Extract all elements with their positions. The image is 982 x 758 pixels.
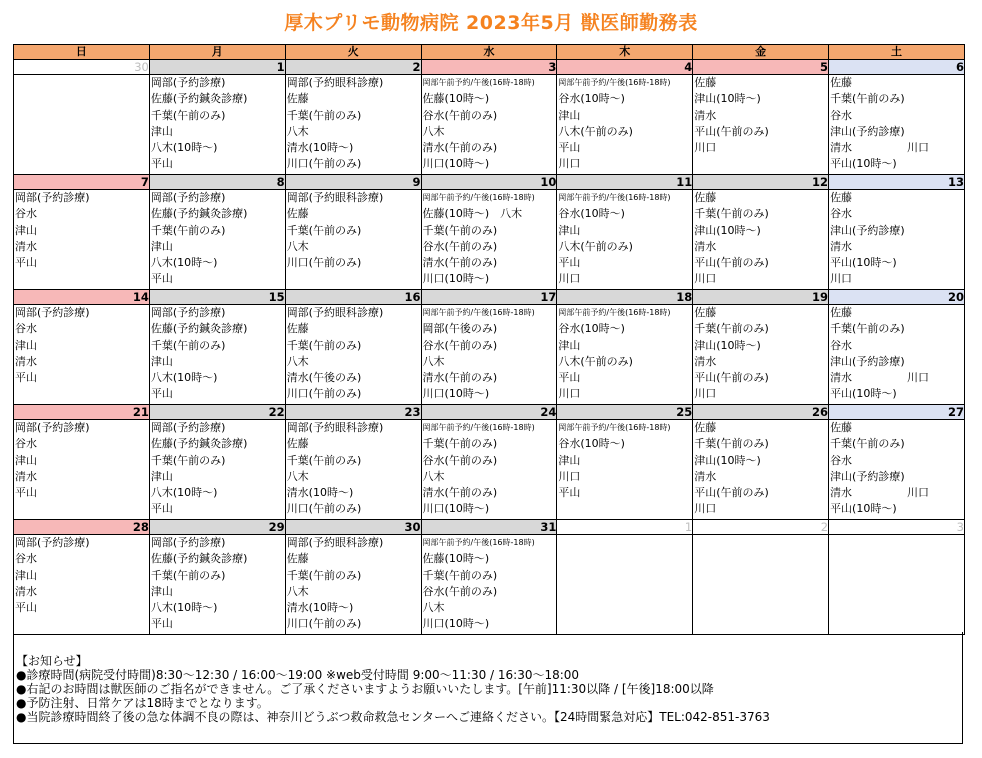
vet-shift-entry: 津山 xyxy=(558,108,581,122)
date-number: 12 xyxy=(693,175,829,190)
day-cell xyxy=(421,305,557,405)
date-number: 3 xyxy=(421,60,557,75)
date-number: 30 xyxy=(14,60,150,75)
day-cell xyxy=(421,75,557,175)
weekday-sun: 日 xyxy=(14,45,150,60)
vet-shift-entry: 川口(10時～) xyxy=(422,387,490,401)
vet-shift-entry: 岡部(予約診療) xyxy=(150,536,226,549)
day-cell xyxy=(421,190,557,290)
notice-heading: 【お知らせ】 xyxy=(16,654,88,668)
vet-shift-entry: 千葉(午前のみ) xyxy=(694,322,769,336)
schedule-calendar xyxy=(13,44,965,635)
vet-shift-entry: 川口(午前のみ) xyxy=(286,387,362,401)
vet-shift-entry: 津山 xyxy=(15,568,37,582)
vet-shift-entry: 岡部(予約診療) xyxy=(15,421,90,434)
weekday-header-row xyxy=(14,45,965,60)
vet-shift-entry: 岡部(予約眼科診療) xyxy=(286,191,384,204)
vet-shift-entry: 佐藤 xyxy=(286,207,309,221)
notice-line: ●右記のお時間は獣医師のご指名ができません。ご了承くださいますようお願いいたします。[午前]11:30以降 / [午後]18:00以降 xyxy=(16,682,714,696)
date-number: 25 xyxy=(557,405,693,420)
day-cell xyxy=(421,535,557,635)
day-cell xyxy=(149,190,285,290)
date-number: 5 xyxy=(693,60,829,75)
date-number-row xyxy=(14,60,965,75)
date-number: 29 xyxy=(149,520,285,535)
date-number: 23 xyxy=(285,405,421,420)
vet-shift-entry: 佐藤(予約鍼灸診療) xyxy=(150,322,248,336)
vet-shift-entry: 清水(午前のみ) xyxy=(422,256,498,270)
date-number: 7 xyxy=(14,175,150,190)
vet-shift-entry: 岡部(予約診療) xyxy=(15,536,90,549)
vet-shift-entry: 岡部午前予約/午後(16時-18時) xyxy=(422,308,535,317)
vet-shift-entry: 佐藤 xyxy=(830,76,853,89)
notice-line: ●診療時間(病院受付時間)8:30～12:30 / 16:00～19:00 ※web受付時間 9:00～11:30 / 16:30～18:00 xyxy=(16,668,580,682)
vet-shift-entry: 津山(予約診療) xyxy=(830,354,905,368)
vet-shift-entry: 平山 xyxy=(558,141,581,155)
day-cell xyxy=(285,535,421,635)
date-number: 20 xyxy=(829,290,965,305)
day-cell xyxy=(557,190,693,290)
vet-shift-entry: 津山 xyxy=(150,584,173,598)
day-cell xyxy=(557,75,693,175)
vet-shift-entry: 平山(午前のみ) xyxy=(694,486,769,500)
vet-shift-entry: 平山 xyxy=(558,371,581,385)
vet-shift-entry: 津山(10時～) xyxy=(694,338,761,352)
vet-shift-entry: 谷水 xyxy=(15,552,37,566)
vet-shift-entry: 平山(午前のみ) xyxy=(694,256,769,270)
vet-shift-entry: 谷水(午前のみ) xyxy=(422,338,498,352)
weekday-mon: 月 xyxy=(149,45,285,60)
date-number-row xyxy=(14,405,965,420)
vet-shift-entry: 谷水 xyxy=(830,108,853,122)
vet-shift-entry: 津山 xyxy=(150,354,173,368)
vet-shift-entry: 平山 xyxy=(558,486,581,500)
vet-shift-entry: 岡部(予約眼科診療) xyxy=(286,421,384,434)
vet-shift-entry: 岡部(予約診療) xyxy=(15,306,90,319)
date-number: 11 xyxy=(557,175,693,190)
date-number: 16 xyxy=(285,290,421,305)
vet-shift-entry: 岡部午前予約/午後(16時-18時) xyxy=(558,193,671,202)
schedule-row xyxy=(14,420,965,520)
vet-shift-entry: 川口 xyxy=(558,157,581,171)
vet-shift-entry: 千葉(午前のみ) xyxy=(150,223,226,237)
vet-shift-entry: 清水(10時～) xyxy=(286,141,354,155)
vet-shift-entry: 平山(午前のみ) xyxy=(694,371,769,385)
vet-shift-entry: 八木(10時～) xyxy=(150,486,218,500)
vet-shift-entry: 谷水(10時～) xyxy=(558,322,625,336)
schedule-row xyxy=(14,535,965,635)
vet-shift-entry: 津山(10時～) xyxy=(694,453,761,467)
vet-shift-entry: 平山(午前のみ) xyxy=(694,124,769,138)
day-cell xyxy=(557,535,693,635)
vet-shift-entry: 平山 xyxy=(150,387,173,401)
vet-shift-entry: 岡部(予約眼科診療) xyxy=(286,306,384,319)
day-cell xyxy=(693,190,829,290)
vet-shift-entry: 千葉(午前のみ) xyxy=(286,108,362,122)
vet-shift-entry: 八木(10時～) xyxy=(150,371,218,385)
vet-shift-entry: 岡部(予約眼科診療) xyxy=(286,536,384,549)
vet-shift-entry: 八木(午前のみ) xyxy=(558,124,633,138)
vet-shift-entry: 平山(10時～) xyxy=(830,387,897,401)
day-cell xyxy=(557,420,693,520)
vet-shift-entry: 平山 xyxy=(150,272,173,286)
vet-shift-entry: 千葉(午前のみ) xyxy=(422,223,498,237)
vet-shift-entry: 岡部(午後のみ) xyxy=(422,322,498,336)
vet-shift-entry: 佐藤(予約鍼灸診療) xyxy=(150,552,248,566)
vet-shift-entry: 清水(午前のみ) xyxy=(422,141,498,155)
vet-shift-entry: 津山 xyxy=(15,453,37,467)
vet-shift-entry: 千葉(午前のみ) xyxy=(286,223,362,237)
vet-shift-entry: 谷水(午前のみ) xyxy=(422,584,498,598)
vet-shift-entry: 千葉(午前のみ) xyxy=(150,338,226,352)
vet-shift-entry: 清水 xyxy=(15,469,37,483)
vet-shift-entry: 岡部(予約診療) xyxy=(150,191,226,204)
vet-shift-entry: 八木(10時～) xyxy=(150,256,218,270)
vet-shift-entry: 岡部(予約眼科診療) xyxy=(286,76,384,89)
schedule-row xyxy=(14,305,965,405)
day-cell xyxy=(557,305,693,405)
vet-shift-entry: 八木 xyxy=(286,124,309,138)
day-cell xyxy=(693,420,829,520)
date-number: 21 xyxy=(14,405,150,420)
vet-shift-entry: 佐藤(予約鍼灸診療) xyxy=(150,207,248,221)
date-number: 24 xyxy=(421,405,557,420)
vet-shift-entry: 八木 xyxy=(422,469,445,483)
vet-shift-entry: 岡部午前予約/午後(16時-18時) xyxy=(422,538,535,547)
date-number: 1 xyxy=(557,520,693,535)
day-cell xyxy=(14,305,150,405)
date-number: 9 xyxy=(285,175,421,190)
vet-shift-entry: 佐藤 xyxy=(694,191,717,204)
vet-shift-entry: 谷水 xyxy=(830,338,853,352)
vet-shift-entry: 川口(10時～) xyxy=(422,502,490,516)
vet-shift-entry: 谷水 xyxy=(830,207,853,221)
date-number: 31 xyxy=(421,520,557,535)
vet-shift-entry: 清水 xyxy=(694,354,717,368)
vet-shift-entry: 千葉(午前のみ) xyxy=(286,568,362,582)
weekday-thu: 木 xyxy=(557,45,693,60)
vet-shift-entry: 八木(10時～) xyxy=(150,601,218,615)
vet-shift-entry: 清水(午後のみ) xyxy=(286,371,362,385)
day-cell xyxy=(693,535,829,635)
date-number: 17 xyxy=(421,290,557,305)
vet-shift-entry: 川口 xyxy=(558,387,581,401)
vet-shift-entry: 川口(午前のみ) xyxy=(286,617,362,631)
vet-shift-entry: 川口 xyxy=(558,272,581,286)
vet-shift-entry: 岡部午前予約/午後(16時-18時) xyxy=(558,423,671,432)
page-title: 厚木プリモ動物病院 2023年5月 獣医師勤務表 xyxy=(284,12,698,34)
vet-shift-entry: 清水 xyxy=(15,354,37,368)
date-number: 1 xyxy=(149,60,285,75)
date-number: 18 xyxy=(557,290,693,305)
vet-shift-entry: 八木 xyxy=(422,601,445,615)
vet-shift-entry: 清水(10時～) xyxy=(286,486,354,500)
day-cell xyxy=(421,420,557,520)
vet-shift-entry: 川口 xyxy=(694,387,717,401)
schedule-row xyxy=(14,190,965,290)
vet-shift-entry: 川口(午前のみ) xyxy=(286,157,362,171)
date-number: 10 xyxy=(421,175,557,190)
notice-line: ●予防注射、日常ケアは18時までとなります。 xyxy=(16,696,269,710)
vet-shift-entry: 平山 xyxy=(150,617,173,631)
day-cell xyxy=(829,420,965,520)
vet-shift-entry: 平山 xyxy=(150,502,173,516)
vet-shift-entry: 津山 xyxy=(15,223,37,237)
vet-shift-entry: 清水 xyxy=(694,108,717,122)
vet-shift-entry: 津山(予約診療) xyxy=(830,124,905,138)
vet-shift-entry: 千葉(午前のみ) xyxy=(150,568,226,582)
vet-shift-entry: 八木 xyxy=(286,584,309,598)
vet-shift-entry: 津山(予約診療) xyxy=(830,223,905,237)
vet-shift-entry: 八木 xyxy=(422,354,445,368)
day-cell xyxy=(149,535,285,635)
date-number: 15 xyxy=(149,290,285,305)
vet-shift-entry: 谷水(10時～) xyxy=(558,207,625,221)
date-number: 27 xyxy=(829,405,965,420)
vet-shift-entry: 佐藤 xyxy=(830,306,853,319)
vet-shift-entry: 谷水(10時～) xyxy=(558,92,625,106)
vet-shift-entry: 平山(10時～) xyxy=(830,502,897,516)
notice-line: ●当院診療時間終了後の急な体調不良の際は、神奈川どうぶつ救命救急センターへご連絡ください。【24時間緊急対応】TEL:042-851-3763 xyxy=(16,710,770,724)
vet-shift-entry: 岡部午前予約/午後(16時-18時) xyxy=(558,308,671,317)
vet-shift-entry: 清水 川口 xyxy=(830,141,930,155)
vet-shift-entry: 千葉(午前のみ) xyxy=(150,108,226,122)
vet-shift-entry: 津山(10時～) xyxy=(694,223,761,237)
vet-shift-entry: 谷水(午前のみ) xyxy=(422,453,498,467)
vet-shift-entry: 清水 xyxy=(694,239,717,253)
vet-shift-entry: 川口 xyxy=(694,502,717,516)
vet-shift-entry: 岡部(予約診療) xyxy=(15,191,90,204)
vet-shift-entry: 平山 xyxy=(15,486,37,500)
vet-shift-entry: 岡部(予約診療) xyxy=(150,421,226,434)
day-cell xyxy=(285,420,421,520)
date-number: 4 xyxy=(557,60,693,75)
vet-shift-entry: 津山 xyxy=(150,239,173,253)
day-cell xyxy=(285,190,421,290)
vet-shift-entry: 川口 xyxy=(830,272,853,286)
date-number: 14 xyxy=(14,290,150,305)
day-cell xyxy=(693,305,829,405)
day-cell xyxy=(285,75,421,175)
vet-shift-entry: 佐藤 xyxy=(286,92,309,106)
vet-shift-entry: 清水 川口 xyxy=(830,371,930,385)
day-cell xyxy=(14,75,150,175)
vet-shift-entry: 谷水 xyxy=(15,322,37,336)
date-number-row xyxy=(14,175,965,190)
vet-shift-entry: 千葉(午前のみ) xyxy=(422,568,498,582)
vet-shift-entry: 平山(10時～) xyxy=(830,157,897,171)
vet-shift-entry: 川口(午前のみ) xyxy=(286,256,362,270)
vet-shift-entry: 佐藤(予約鍼灸診療) xyxy=(150,92,248,106)
vet-shift-entry: 八木 xyxy=(422,124,445,138)
vet-shift-entry: 清水(10時～) xyxy=(286,601,354,615)
calendar-body xyxy=(14,60,965,635)
vet-shift-entry: 千葉(午前のみ) xyxy=(830,322,905,336)
date-number: 22 xyxy=(149,405,285,420)
vet-shift-entry: 千葉(午前のみ) xyxy=(830,92,905,106)
day-cell xyxy=(14,535,150,635)
vet-shift-entry: 津山 xyxy=(15,338,37,352)
date-number-row xyxy=(14,290,965,305)
vet-shift-entry: 清水(午前のみ) xyxy=(422,371,498,385)
vet-shift-entry: 谷水 xyxy=(15,207,37,221)
vet-shift-entry: 佐藤 xyxy=(286,322,309,336)
vet-shift-entry: 川口 xyxy=(694,272,717,286)
vet-shift-entry: 津山 xyxy=(558,338,581,352)
vet-shift-entry: 千葉(午前のみ) xyxy=(694,437,769,451)
weekday-wed: 水 xyxy=(421,45,557,60)
date-number: 30 xyxy=(285,520,421,535)
vet-shift-entry: 津山(予約診療) xyxy=(830,469,905,483)
vet-shift-entry: 千葉(午前のみ) xyxy=(830,437,905,451)
vet-shift-entry: 佐藤 xyxy=(286,437,309,451)
weekday-fri: 金 xyxy=(693,45,829,60)
vet-shift-entry: 津山 xyxy=(150,469,173,483)
vet-shift-entry: 川口(午前のみ) xyxy=(286,502,362,516)
date-number: 2 xyxy=(285,60,421,75)
vet-shift-entry: 岡部(予約診療) xyxy=(150,76,226,89)
vet-shift-entry: 佐藤 xyxy=(694,76,717,89)
vet-shift-entry: 谷水 xyxy=(830,453,853,467)
vet-shift-entry: 八木(午前のみ) xyxy=(558,239,633,253)
vet-shift-entry: 岡部午前予約/午後(16時-18時) xyxy=(558,78,671,87)
vet-shift-entry: 八木 xyxy=(286,354,309,368)
date-number: 2 xyxy=(693,520,829,535)
vet-shift-entry: 千葉(午前のみ) xyxy=(694,207,769,221)
vet-shift-entry: 八木 xyxy=(286,469,309,483)
vet-shift-entry: 谷水(午前のみ) xyxy=(422,239,498,253)
day-cell xyxy=(285,305,421,405)
vet-shift-entry: 千葉(午前のみ) xyxy=(286,453,362,467)
vet-shift-entry: 千葉(午前のみ) xyxy=(150,453,226,467)
vet-shift-entry: 清水 川口 xyxy=(830,486,930,500)
vet-shift-entry: 平山 xyxy=(15,371,37,385)
vet-shift-entry: 岡部午前予約/午後(16時-18時) xyxy=(422,193,535,202)
date-number: 3 xyxy=(829,520,965,535)
vet-shift-entry: 平山 xyxy=(15,256,37,270)
vet-shift-entry: 津山 xyxy=(558,453,581,467)
vet-shift-entry: 川口(10時～) xyxy=(422,272,490,286)
vet-shift-entry: 佐藤 xyxy=(286,552,309,566)
day-cell xyxy=(14,190,150,290)
day-cell xyxy=(829,190,965,290)
vet-shift-entry: 津山 xyxy=(558,223,581,237)
vet-shift-entry: 平山 xyxy=(15,601,37,615)
vet-shift-entry: 千葉(午前のみ) xyxy=(286,338,362,352)
vet-shift-entry: 佐藤(予約鍼灸診療) xyxy=(150,437,248,451)
vet-shift-entry: 清水(午前のみ) xyxy=(422,486,498,500)
vet-shift-entry: 清水 xyxy=(694,469,717,483)
day-cell xyxy=(149,75,285,175)
vet-shift-entry: 清水 xyxy=(830,239,853,253)
date-number-row xyxy=(14,520,965,535)
date-number: 26 xyxy=(693,405,829,420)
vet-shift-entry: 佐藤(10時～) xyxy=(422,92,490,106)
weekday-sat: 土 xyxy=(829,45,965,60)
date-number: 28 xyxy=(14,520,150,535)
day-cell xyxy=(829,305,965,405)
day-cell xyxy=(14,420,150,520)
vet-shift-entry: 津山(10時～) xyxy=(694,92,761,106)
vet-shift-entry: 佐藤 xyxy=(830,191,853,204)
date-number: 13 xyxy=(829,175,965,190)
weekday-tue: 火 xyxy=(285,45,421,60)
day-cell xyxy=(149,420,285,520)
schedule-row xyxy=(14,75,965,175)
vet-shift-entry: 川口 xyxy=(558,469,581,483)
vet-shift-entry: 川口(10時～) xyxy=(422,617,490,631)
vet-shift-entry: 佐藤 xyxy=(694,306,717,319)
vet-shift-entry: 岡部(予約診療) xyxy=(150,306,226,319)
vet-shift-entry: 佐藤(10時～) 八木 xyxy=(422,207,523,221)
day-cell xyxy=(829,535,965,635)
vet-shift-entry: 佐藤(10時～) xyxy=(422,552,490,566)
vet-shift-entry: 岡部午前予約/午後(16時-18時) xyxy=(422,78,535,87)
vet-shift-entry: 平山 xyxy=(558,256,581,270)
vet-shift-entry: 川口 xyxy=(694,141,717,155)
vet-shift-entry: 八木 xyxy=(286,239,309,253)
vet-shift-entry: 平山(10時～) xyxy=(830,256,897,270)
vet-shift-entry: 川口(10時～) xyxy=(422,157,490,171)
date-number: 19 xyxy=(693,290,829,305)
vet-shift-entry: 八木(10時～) xyxy=(150,141,218,155)
date-number: 8 xyxy=(149,175,285,190)
vet-shift-entry: 谷水(10時～) xyxy=(558,437,625,451)
day-cell xyxy=(829,75,965,175)
notice-box xyxy=(13,632,963,744)
vet-shift-entry: 佐藤 xyxy=(694,421,717,434)
day-cell xyxy=(149,305,285,405)
vet-shift-entry: 谷水 xyxy=(15,437,37,451)
vet-shift-entry: 津山 xyxy=(150,124,173,138)
vet-shift-entry: 岡部午前予約/午後(16時-18時) xyxy=(422,423,535,432)
vet-shift-entry: 清水 xyxy=(15,239,37,253)
vet-shift-entry: 谷水(午前のみ) xyxy=(422,108,498,122)
day-cell xyxy=(693,75,829,175)
vet-shift-entry: 清水 xyxy=(15,584,37,598)
vet-shift-entry: 八木(午前のみ) xyxy=(558,354,633,368)
vet-shift-entry: 佐藤 xyxy=(830,421,853,434)
vet-shift-entry: 平山 xyxy=(150,157,173,171)
vet-shift-entry: 千葉(午前のみ) xyxy=(422,437,498,451)
date-number: 6 xyxy=(829,60,965,75)
